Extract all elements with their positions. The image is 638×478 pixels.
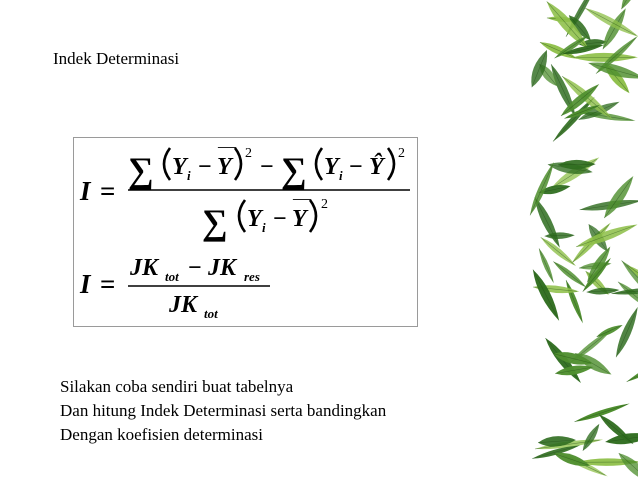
note-line-3: Dengan koefisien determinasi [60,425,263,444]
num-sum-2: ∑ [281,150,307,190]
num-sum-1: ∑ [128,150,154,190]
num-minus-mid: − [260,154,274,180]
num2-sub-res: res [244,269,260,284]
num-Y-1: Y [172,154,187,180]
den-lparen [239,200,245,232]
den2-sub-tot: tot [204,306,218,321]
num2-minus: − [188,255,202,281]
num-minus-1: − [198,154,212,180]
num-sq-2: 2 [398,146,405,161]
num-ybar-bar-1: — [218,138,236,156]
formula-box [73,137,418,327]
den-ybar-bar: — [293,188,311,208]
num-rparen-2 [388,148,394,180]
eq2-equals: = [100,269,116,299]
den-minus: − [273,206,287,232]
num2-sub-tot: tot [165,269,179,284]
num2-jk-res: JK [208,255,237,281]
num-yhat: Ŷ [369,154,384,180]
eq1-lhs: I [80,176,91,206]
num-lparen-2 [316,148,322,180]
num-sub-i-2: i [339,168,343,183]
den2-jk: JK [169,292,198,318]
bamboo-leaf-decoration [520,0,638,478]
den-Y: Y [247,206,262,232]
notes [60,375,386,447]
den-sq: 2 [321,197,328,212]
num-Y-2: Y [324,154,339,180]
note-line-2: Dan hitung Indek Determinasi serta bandingkan [60,401,387,420]
slide-title: Indek Determinasi [53,49,180,68]
num-lparen-1 [164,148,170,180]
den-sum: ∑ [202,202,228,242]
note-line-1: Silakan coba sendiri buat tabelnya [60,377,294,396]
num-ybar-1: Y [217,154,232,180]
num2-jk: JK [130,255,159,281]
eq1-equals: = [100,176,116,206]
eq2-lhs: I [80,269,91,299]
num-sq-1: 2 [245,146,252,161]
den-ybar: Y [292,206,307,232]
num-sub-i-1: i [187,168,191,183]
formula-graphic [74,138,417,326]
num-minus-2: − [349,154,363,180]
den-sub-i: i [262,220,266,235]
